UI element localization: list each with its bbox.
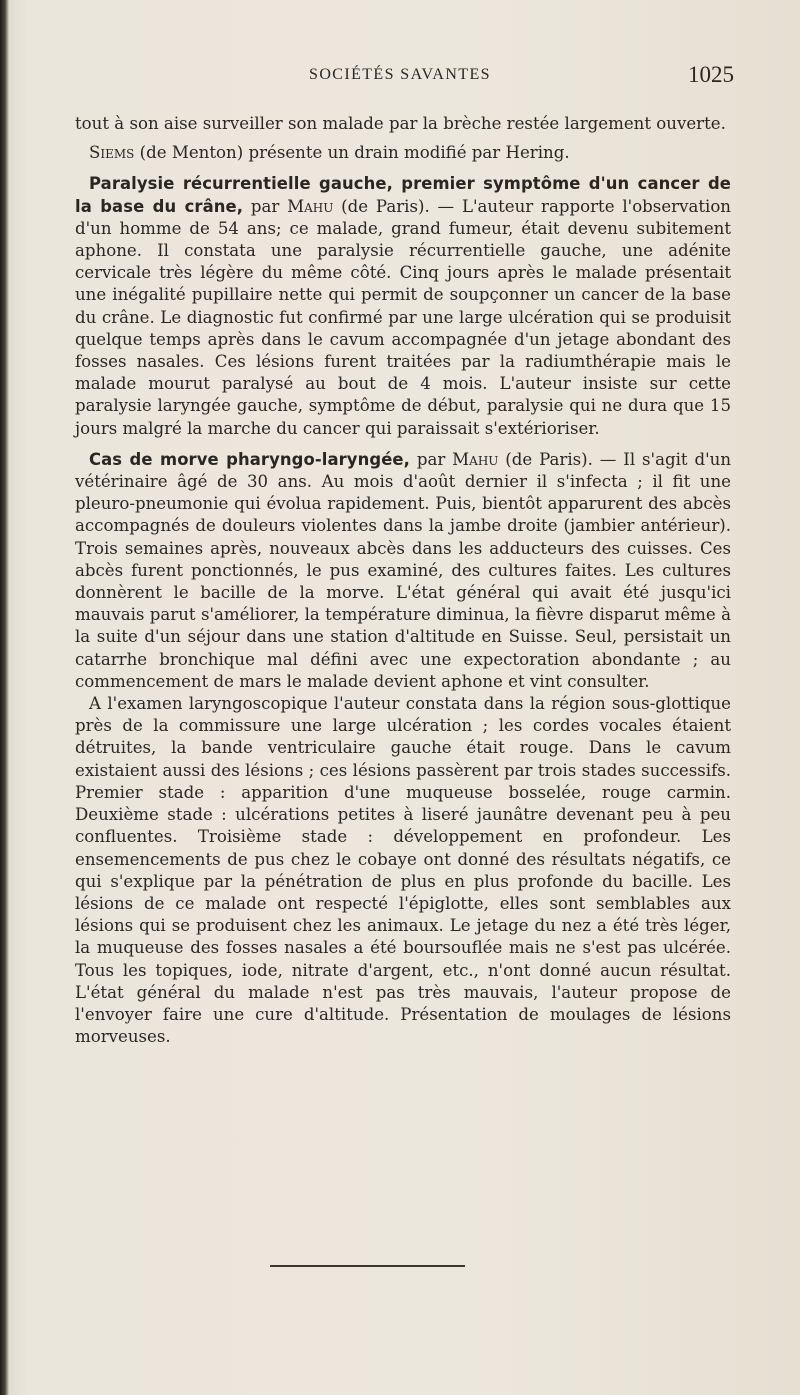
paragraph-paralysie xyxy=(75,173,731,439)
section-title-paralysie: Paralysie récurrentielle gauche, premier symptôme d'un cancer de la base du crâne, xyxy=(75,174,731,216)
running-title: SOCIÉTÉS SAVANTES xyxy=(309,66,491,83)
author-mahu: Mahu xyxy=(287,196,334,216)
page-number: 1025 xyxy=(688,62,734,87)
book-spine-shadow xyxy=(0,0,9,1395)
paragraph-examen: A l'examen laryngoscopique l'auteur constata dans la région sous-glottique près de la commissure une large ulcération ; les cordes vocales étaient détruites, la bande ventriculaire gauche était rouge. Dans le cavum existaient aussi des lésions ; ces lésions passèrent par trois stades successifs. Premier stade : apparition d'une muqueuse bosselée, rouge carmin. Deuxième stade : ulcérations petites à liseré jaunâtre devenant peu à peu confluentes. Troisième stade : développement en profondeur. Les ensemencements de pus chez le cobaye ont donné des résultats négatifs, ce qui s'explique par la pénétration de plus en plus profonde du bacille. Les lésions de ce malade ont respecté l'épiglotte, elles sont semblables aux lésions qui se produisent chez les animaux. Le jetage du nez a été très léger, la muqueuse des fosses nasales a été boursouflée mais ne s'est pas ulcérée. Tous les topiques, iode, nitrate d'argent, etc., n'ont donné aucun résultat. L'état général du malade n'est pas très mauvais, l'auteur propose de l'envoyer faire une cure d'altitude. Présentation de moulages de lésions morveuses. xyxy=(75,694,731,1047)
paragraph-siems xyxy=(75,142,731,164)
par-connector: par xyxy=(243,196,288,216)
par-connector: par xyxy=(409,449,453,469)
author-siems: Siems xyxy=(89,143,135,163)
paragraph-paralysie-text: (de Paris). — L'auteur rapporte l'observation d'un homme de 54 ans; ce malade, grand fumeur, était devenu subitement aphone. Il constata une paralysie récurrentielle gauche, une adénite cervicale très légère du même côté. Cinq jours après le malade présentait une inégalité pupillaire nette qui permit de soupçonner un cancer de la base du crâne. Le diagnostic fut confirmé par une large ulcération qui se produisit quelque temps après dans le cavum accompagnée d'un jetage abondant des fosses nasales. Ces lésions furent traitées par la radiumthérapie mais le malade mourut paralysé au bout de 4 mois. L'auteur insiste sur cette paralysie laryngée gauche, symptôme de début, paralysie qui ne dura que 15 jours malgré la marche du cancer qui paraissait s'extérioriser. xyxy=(75,196,731,438)
paragraph-siems-text: (de Menton) présente un drain modifié par Hering. xyxy=(134,143,570,163)
paragraph-continuation: tout à son aise surveiller son malade par la brèche restée largement ouverte. xyxy=(75,114,726,133)
paragraph-morve xyxy=(75,449,731,693)
end-of-article-rule xyxy=(270,1265,465,1267)
page-header xyxy=(0,62,800,92)
article-body xyxy=(75,113,731,1048)
section-title-morve: Cas de morve pharyngo-laryngée, xyxy=(89,449,410,469)
author-mahu: Mahu xyxy=(452,449,499,469)
paragraph-morve-text: (de Paris). — Il s'agit d'un vétérinaire âgé de 30 ans. Au mois d'août dernier il s'infecta ; il fit une pleuro-pneumonie qui évolua rapidement. Puis, bientôt apparurent des abcès accompagnés de douleurs violentes dans la jambe droite (jambier antérieur). Trois semaines après, nouveaux abcès dans les adducteurs des cuisses. Ces abcès furent ponctionnés, le pus examiné, des cultures faites. Les cultures donnèrent le bacille de la morve. L'état général qui avait été jusqu'ici mauvais parut s'améliorer, la température diminua, la fièvre disparut même à la suite d'un séjour dans une station d'altitude en Suisse. Seul, persistait un catarrhe bronchique mal défini avec une expectoration abondante ; au commencement de mars le malade devient aphone et vint consulter. xyxy=(75,449,732,691)
